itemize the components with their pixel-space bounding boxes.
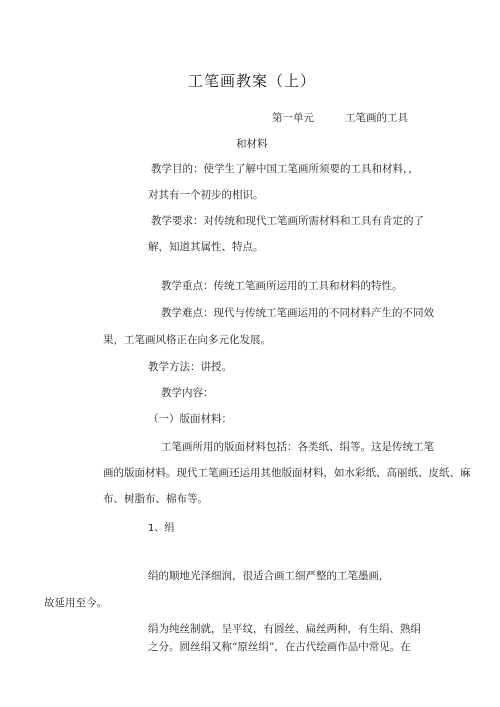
para2-line1: 绢的顺地光泽细润，很适合画工细严整的工笔墨画, xyxy=(148,570,383,582)
teaching-method: 教学方法：讲授。 xyxy=(148,361,232,373)
difficulty-line1: 教学难点：现代与传统工笔画运用的不同材料产生的不同效 xyxy=(161,307,434,319)
para1-line3: 布、树脂布、棉布等。 xyxy=(103,493,208,505)
para3-line1: 绢为纯丝制就，呈平纹，有圆丝、扁丝两种，有生绢、熟绢 xyxy=(148,623,421,635)
teaching-goal-line2: 对其有一个初步的相识。 xyxy=(148,189,264,201)
para3-line2: 之分。圆丝绢又称“原丝绢”，在古代绘画作品中常见。在 xyxy=(148,641,411,653)
teaching-goal-line1: 教学目的：使学生了解中国工笔画所须要的工具和材料，， xyxy=(151,163,419,175)
para2-line2: 故延用至今。 xyxy=(44,597,107,609)
para1-line1: 工笔画所用的版面材料包括：各类纸、绢等。这是传统工笔 xyxy=(161,441,434,453)
teaching-req-line2: 解，知道其属性、特点。 xyxy=(148,241,264,253)
key-point: 教学重点：传统工笔画所运用的工具和材料的特性。 xyxy=(161,280,403,292)
document-title: 工笔画教案（上） xyxy=(188,72,317,90)
difficulty-line2: 果，工笔画风格正在向多元化发展。 xyxy=(103,334,271,346)
para1-line2: 画的版面材料。现代工笔画还运用其他版面材料，如水彩纸、高丽纸、皮纸、麻 xyxy=(103,467,471,479)
teaching-req-line1: 教学要求：对传统和现代工笔画所需材料和工具有肯定的了 xyxy=(151,215,424,227)
unit-title-line1: 工笔画的工具 xyxy=(345,112,408,124)
unit-title-line2: 和材料 xyxy=(236,138,268,150)
unit-label: 第一单元 xyxy=(272,112,314,124)
item-heading-1: 1、绢 xyxy=(148,523,175,534)
section-heading-1: （一）版面材料： xyxy=(148,413,232,425)
content-heading: 教学内容： xyxy=(161,387,214,399)
